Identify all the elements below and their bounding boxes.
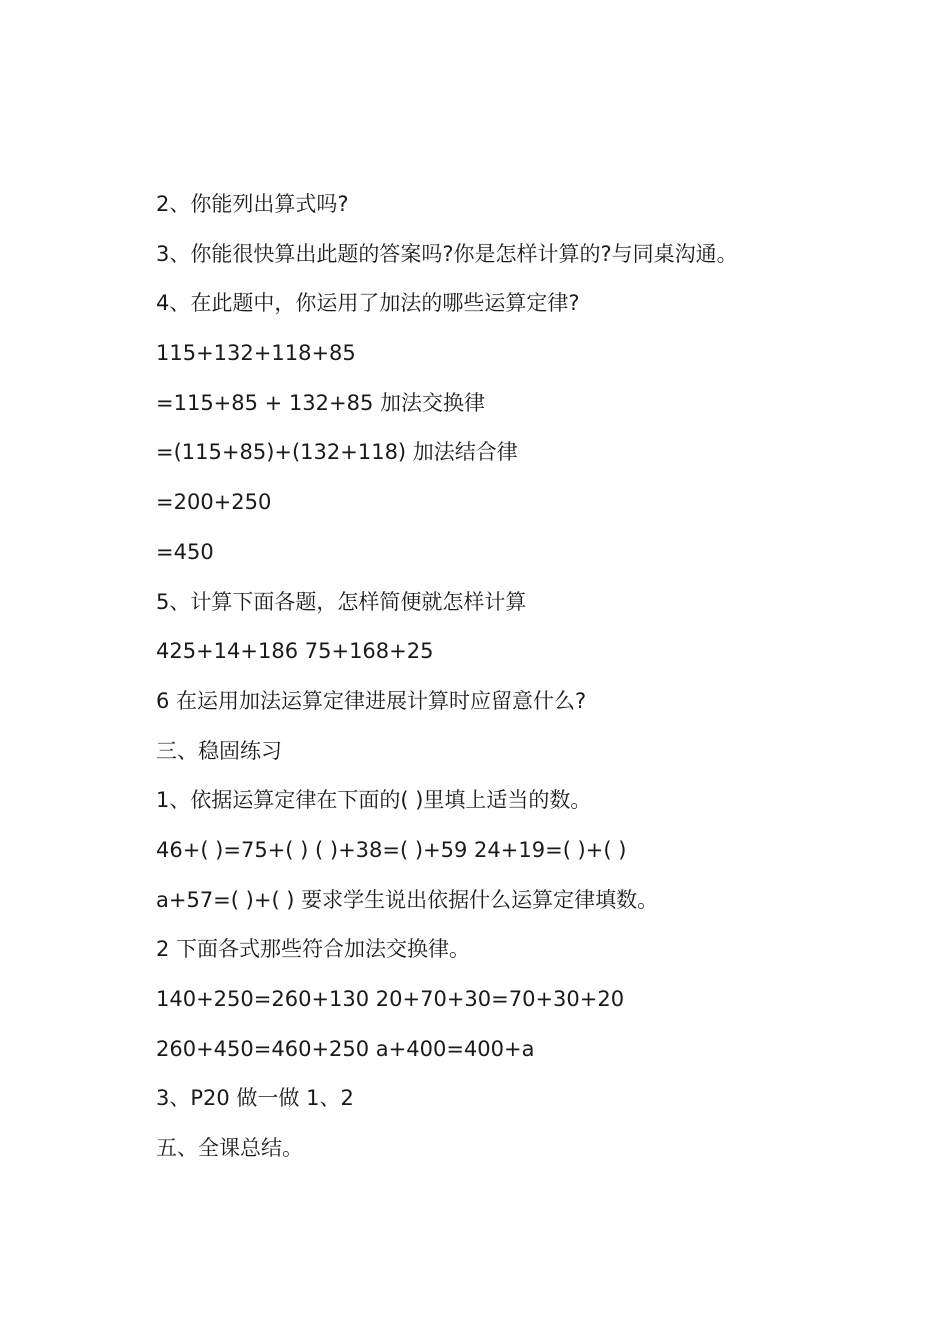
text-line: 5、计算下面各题，怎样简便就怎样计算 (156, 589, 527, 614)
text-line: =115+85 + 132+85 加法交换律 (156, 390, 486, 415)
text-line: 46+( )=75+( ) ( )+38=( )+59 24+19=( )+( ) (156, 837, 627, 862)
text-line: 425+14+186 75+168+25 (156, 639, 434, 664)
text-line: 4、在此题中，你运用了加法的哪些运算定律? (156, 291, 580, 316)
section-heading: 五、全课总结。 (156, 1136, 303, 1161)
text-line: 1、依据运算定律在下面的( )里填上适当的数。 (156, 788, 592, 813)
text-line: =200+250 (156, 490, 272, 515)
text-line: 2、你能列出算式吗? (156, 192, 349, 216)
section-heading: 三、稳固练习 (156, 738, 282, 763)
text-line: =(115+85)+(132+118) 加法结合律 (156, 440, 518, 465)
text-line: 260+450=460+250 a+400=400+a (156, 1036, 535, 1061)
text-line: 6 在运用加法运算定律进展计算时应留意什么? (156, 688, 587, 713)
text-line: =450 (156, 539, 214, 564)
text-line: 3、你能很快算出此题的答案吗?你是怎样计算的?与同桌沟通。 (156, 241, 738, 266)
text-line: 3、P20 做一做 1、2 (156, 1086, 354, 1111)
text-line: 140+250=260+130 20+70+30=70+30+20 (156, 987, 625, 1011)
text-line: 2 下面各式那些符合加法交换律。 (156, 937, 471, 962)
document-body (156, 186, 876, 1180)
text-line: 115+132+118+85 (156, 341, 356, 366)
text-line: a+57=( )+( ) 要求学生说出依据什么运算定律填数。 (156, 887, 659, 912)
